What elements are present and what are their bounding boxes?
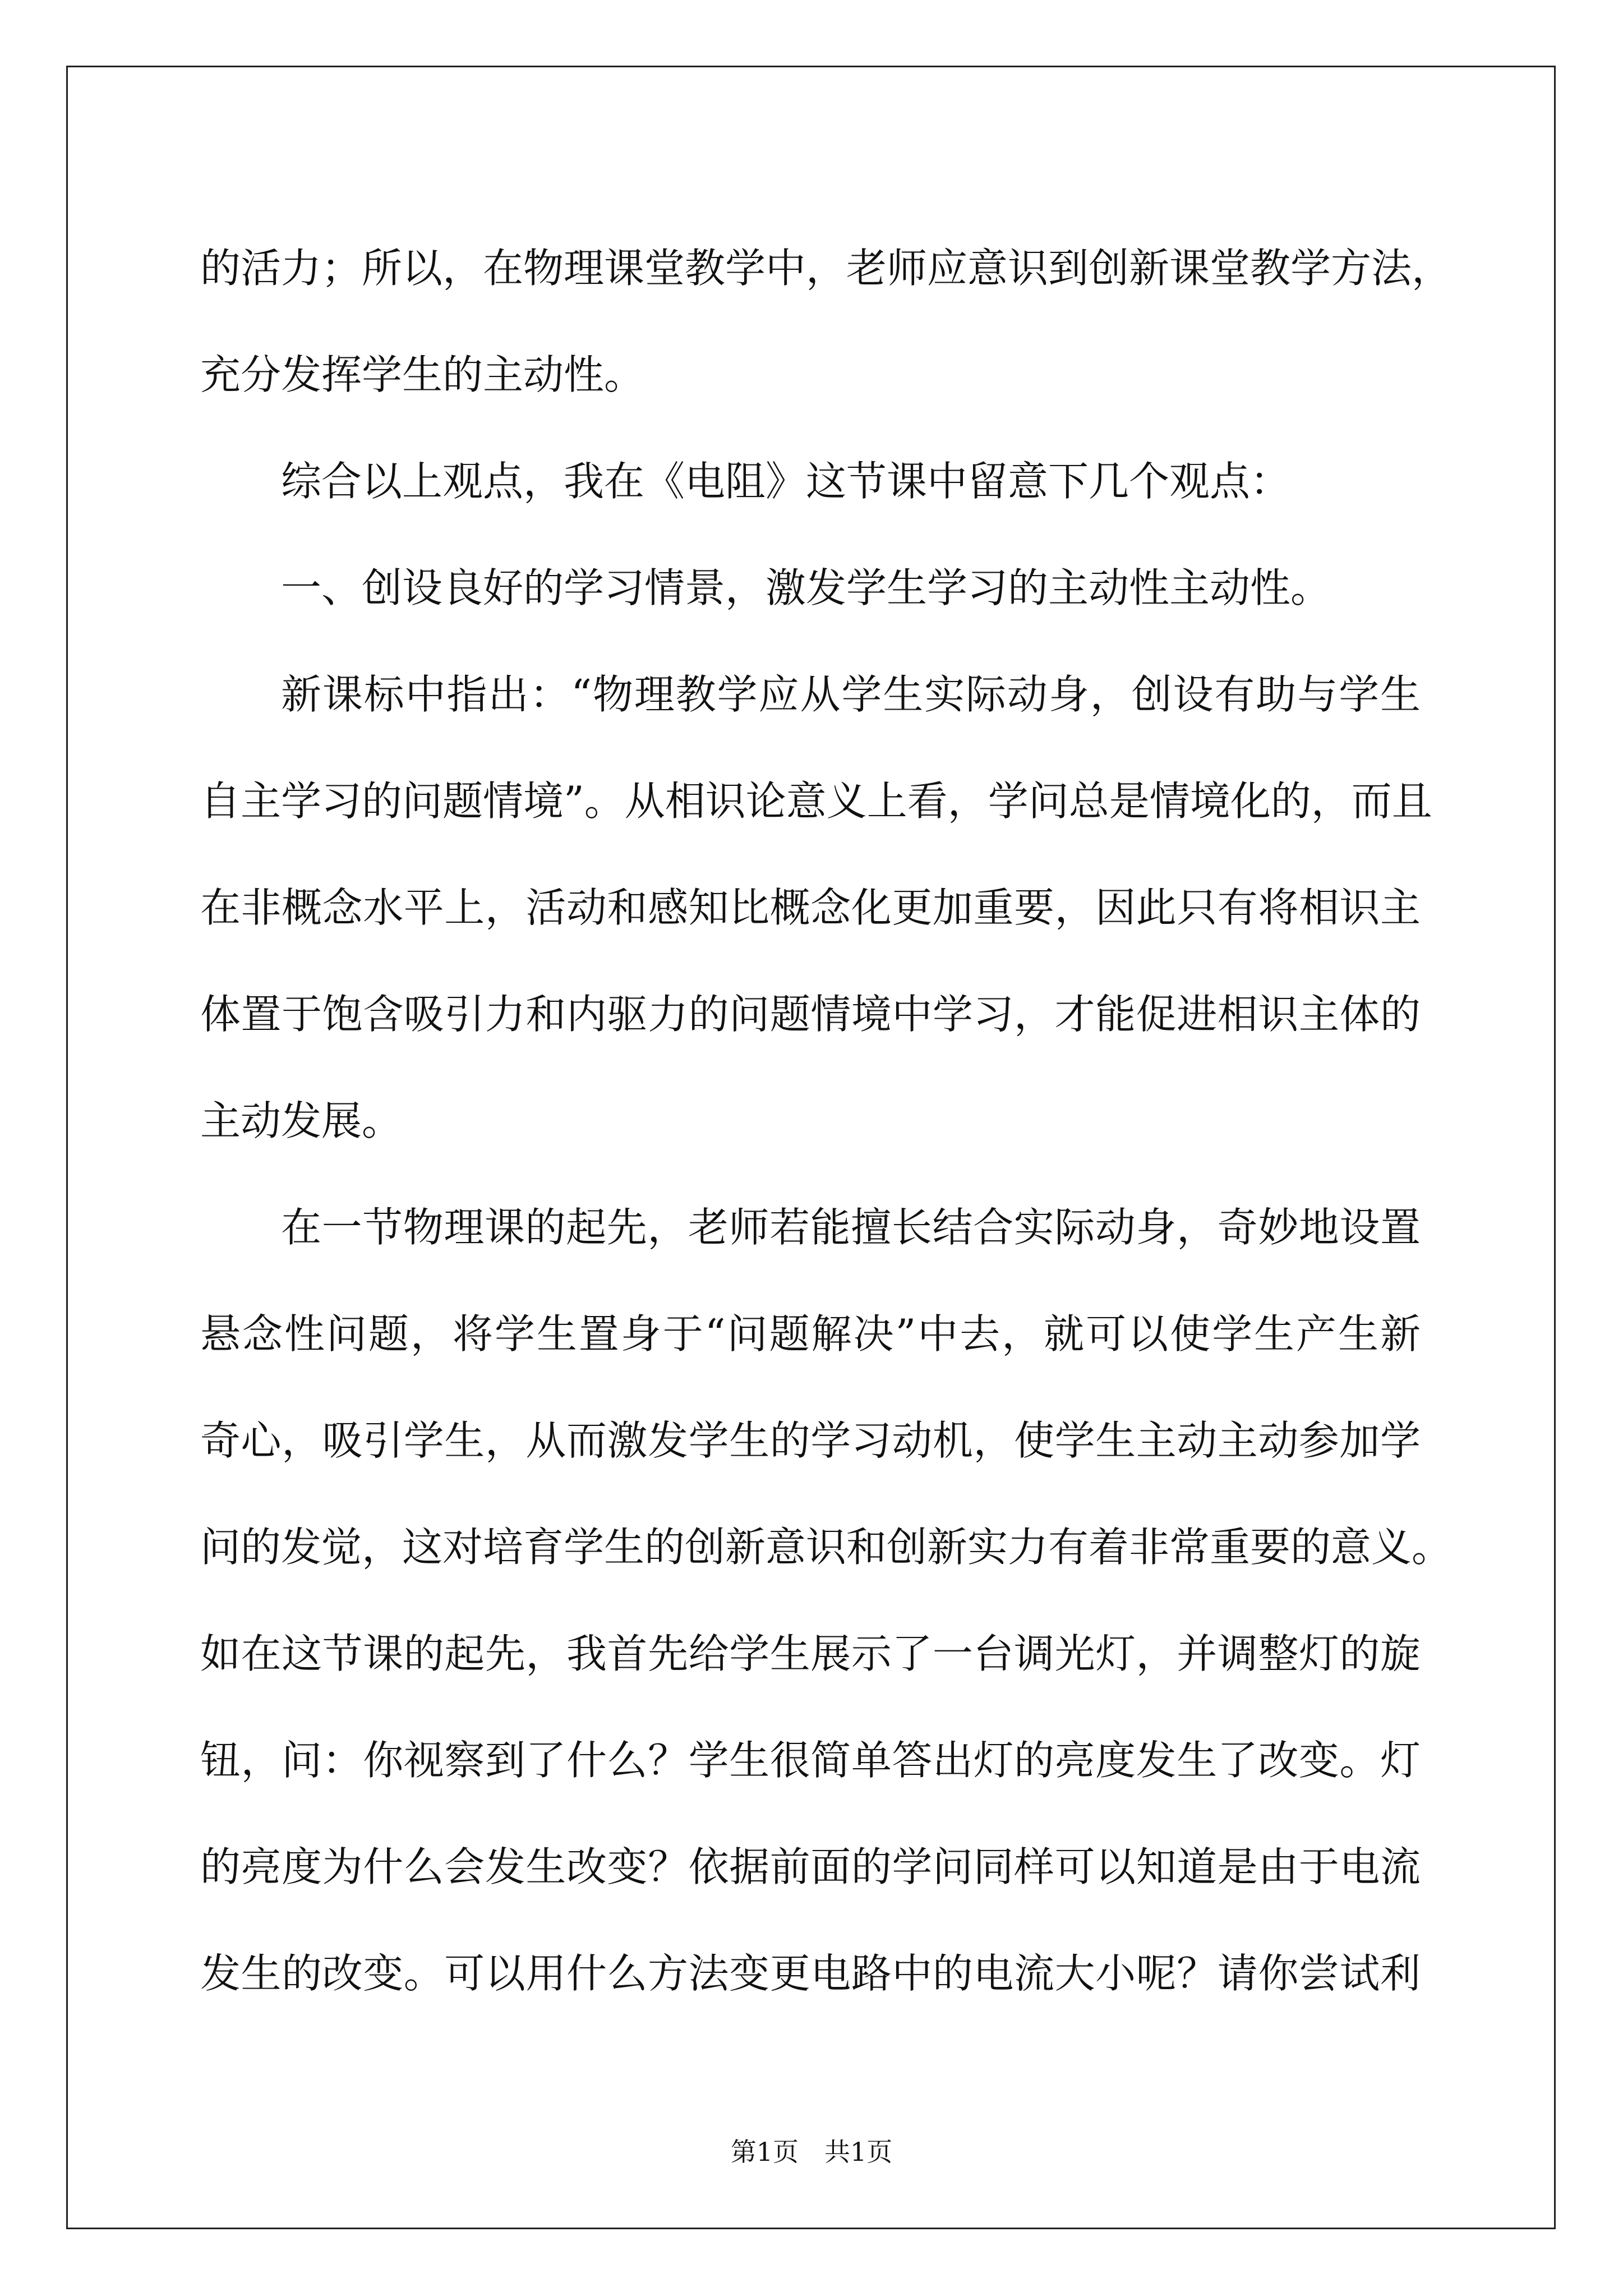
text-line: 奇心，吸引学生，从而激发学生的学习动机，使学生主动主动参加学 [200, 1417, 1421, 1464]
text-line: 问的发觉，这对培育学生的创新意识和创新实力有着非常重要的意义。 [200, 1524, 1453, 1571]
text-line: 充分发挥学生的主动性。 [200, 351, 645, 398]
text-line: 主动发展。 [200, 1097, 403, 1144]
paragraph-first-line: 新课标中指出：“物理教学应从学生实际动身，创设有助与学生 [281, 671, 1421, 718]
text-line: 的亮度为什么会发生改变？依据前面的学问同样可以知道是由于电流 [200, 1843, 1421, 1890]
text-line: 体置于饱含吸引力和内驱力的问题情境中学习，才能促进相识主体的 [200, 991, 1421, 1038]
page-total: 共1页 [824, 2137, 893, 2167]
text-line: 的活力；所以，在物理课堂教学中，老师应意识到创新课堂教学方法， [200, 245, 1453, 292]
text-line: 悬念性问题，将学生置身于“问题解决”中去，就可以使学生产生新 [200, 1310, 1421, 1358]
page-footer [0, 2135, 1623, 2169]
section-heading: 一、创设良好的学习情景，激发学生学习的主动性主动性。 [281, 564, 1331, 611]
text-line: 如在这节课的起先，我首先给学生展示了一台调光灯，并调整灯的旋 [200, 1630, 1421, 1677]
text-line: 自主学习的问题情境”。从相识论意义上看，学问总是情境化的，而且 [200, 777, 1432, 825]
paragraph-first-line: 综合以上观点，我在《电阻》这节课中留意下几个观点： [281, 458, 1291, 505]
text-line: 钮，问：你视察到了什么？学生很简单答出灯的亮度发生了改变。灯 [200, 1737, 1421, 1784]
text-line: 发生的改变。可以用什么方法变更电路中的电流大小呢？请你尝试利 [200, 1950, 1421, 1997]
text-line: 在非概念水平上，活动和感知比概念化更加重要，因此只有将相识主 [200, 884, 1421, 931]
document-body [200, 215, 1453, 2027]
paragraph-first-line: 在一节物理课的起先，老师若能擅长结合实际动身，奇妙地设置 [281, 1204, 1421, 1251]
page-number: 第1页 [730, 2137, 799, 2167]
